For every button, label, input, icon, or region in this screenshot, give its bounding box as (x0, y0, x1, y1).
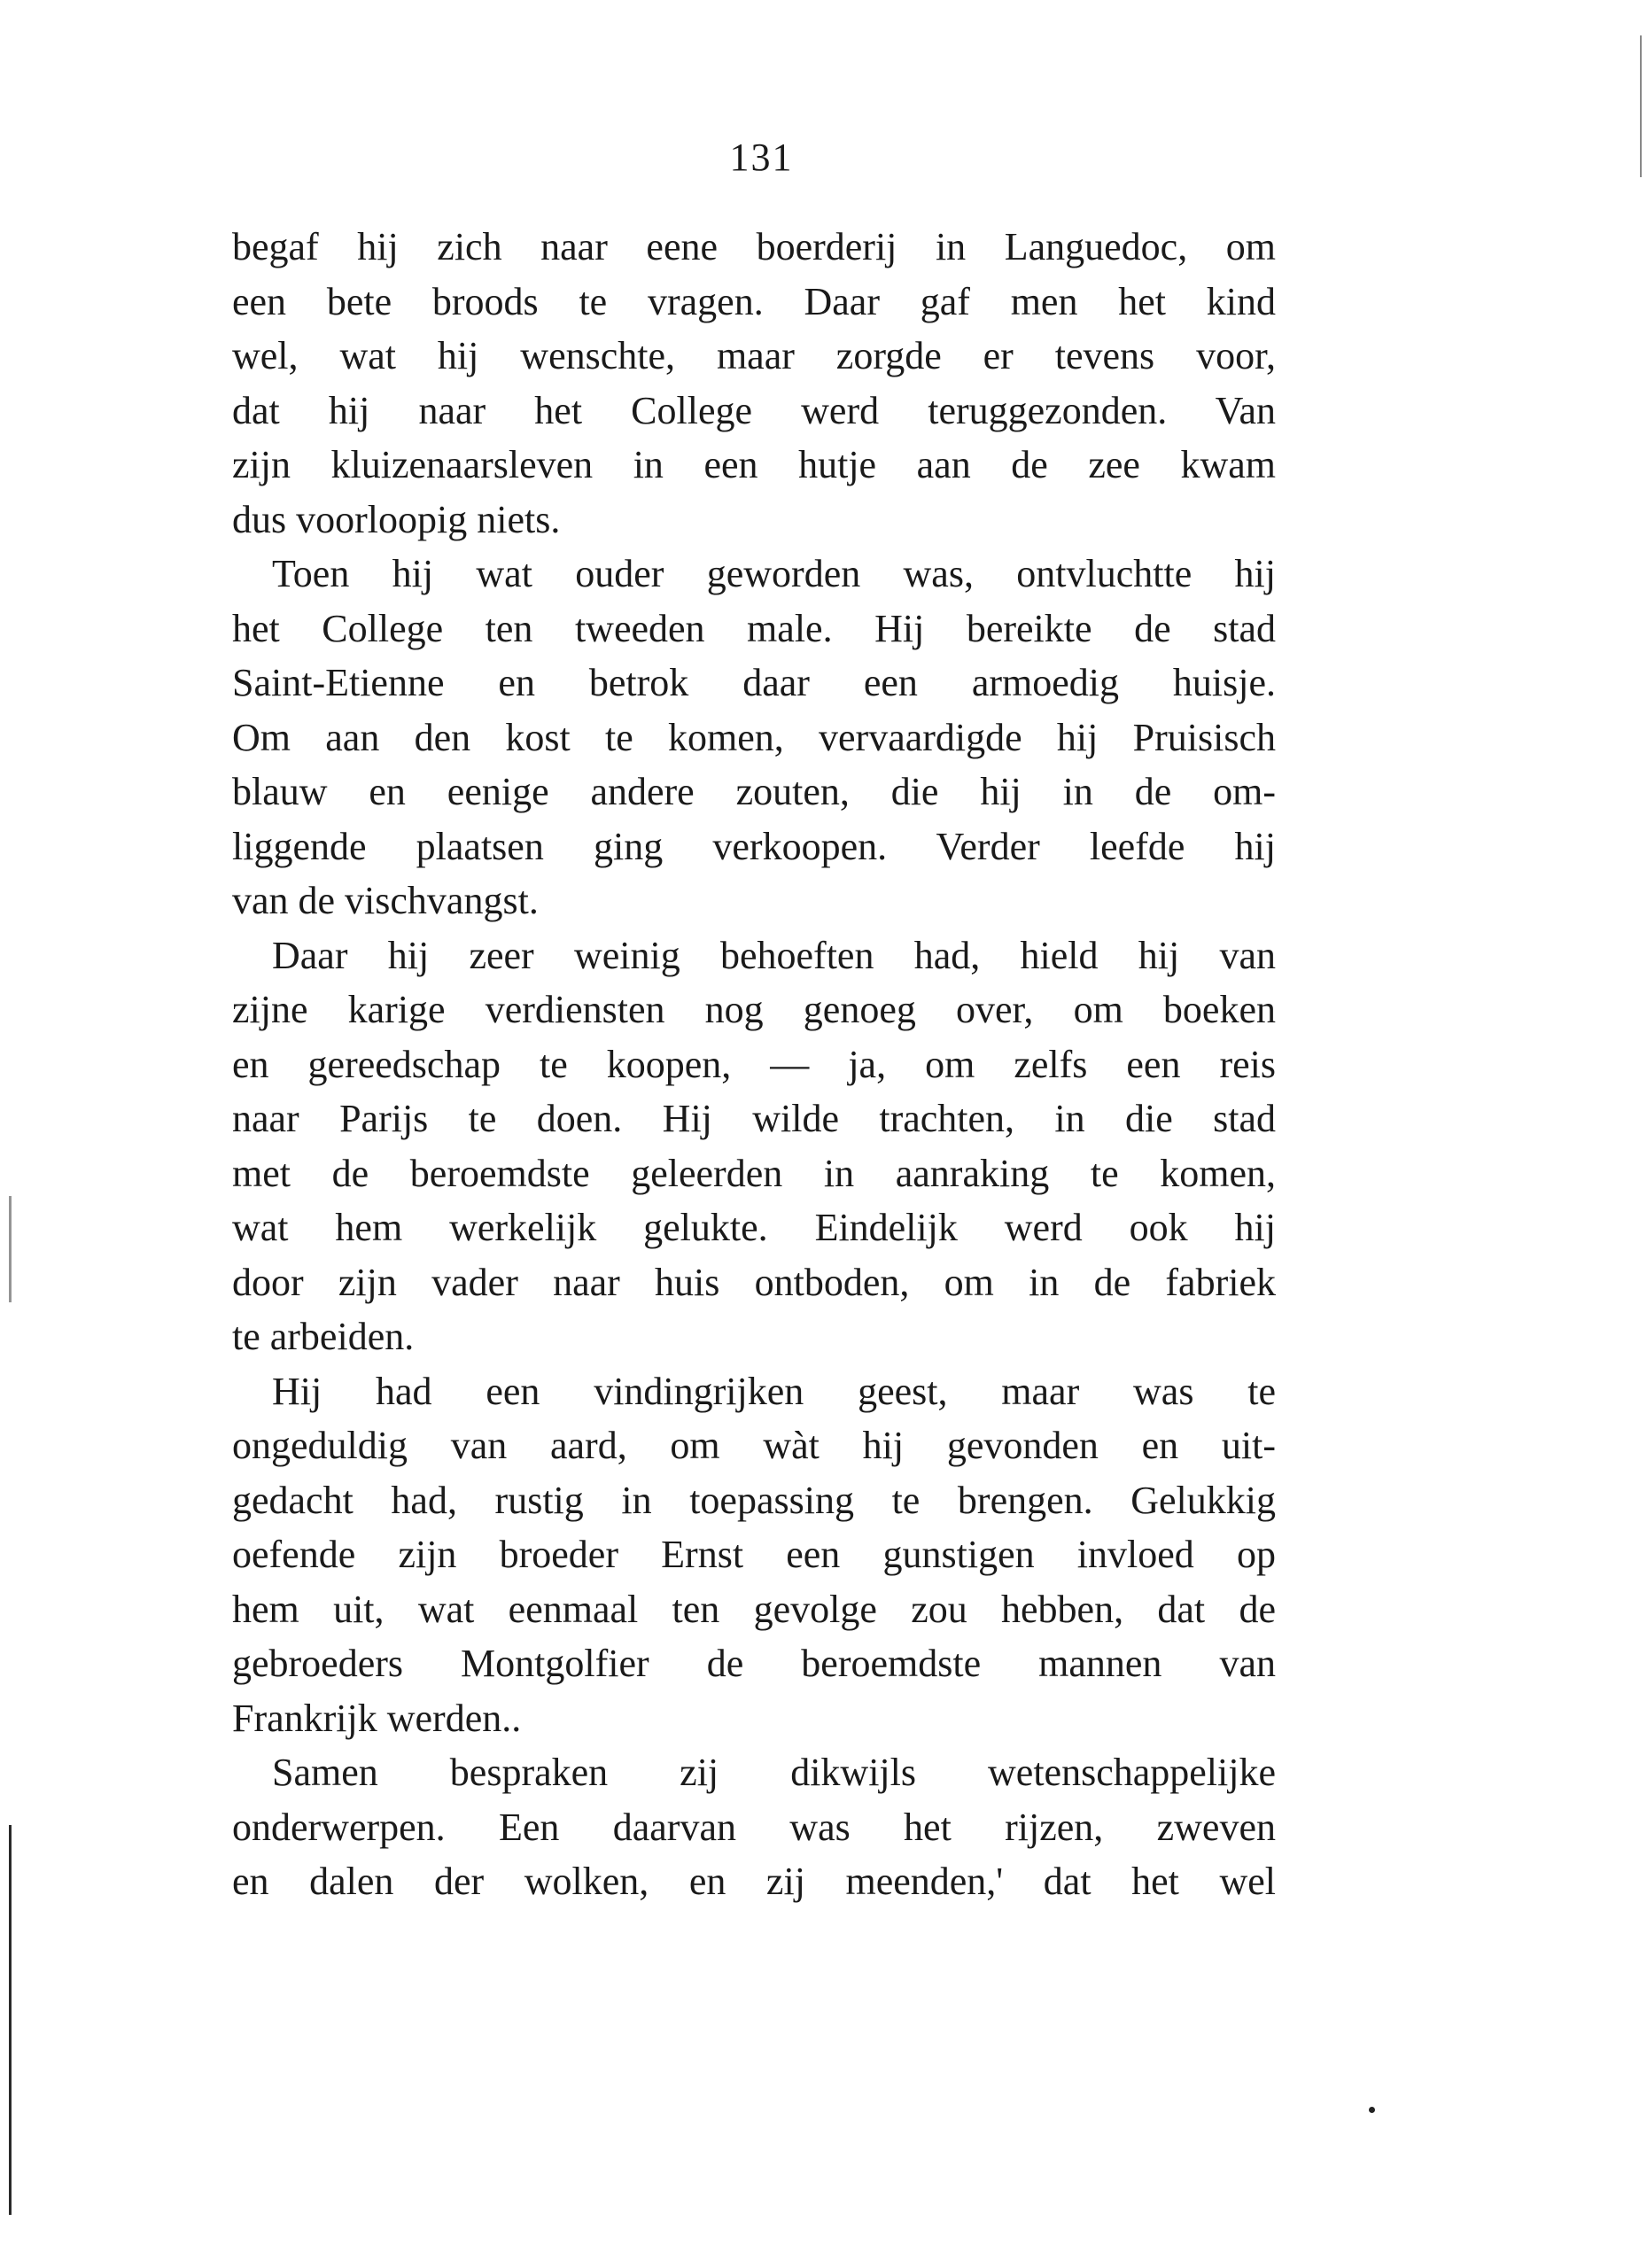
text-line: van de vischvangst. (232, 879, 539, 922)
text-line: liggende plaatsen ging verkoopen. Verder leefde hij (232, 824, 1276, 868)
body-text (232, 220, 1276, 1909)
page-number: 131 (729, 136, 794, 179)
text-line: Om aan den kost te komen, vervaardigde hij Pruisisch (232, 715, 1276, 759)
text-line: oefende zijn broeder Ernst een gunstigen invloed op (232, 1533, 1276, 1576)
text-line: Daar hij zeer weinig behoeften had, hield hij van (272, 933, 1276, 977)
text-line: een bete broods te vragen. Daar gaf men het kind (232, 279, 1276, 323)
text-line: gedacht had, rustig in toepassing te brengen. Gelukkig (232, 1478, 1276, 1522)
text-line: gebroeders Montgolfier de beroemdste mannen van (232, 1642, 1276, 1685)
scan-edge-left-lower (9, 1825, 12, 2215)
text-line: blauw en eenige andere zouten, die hij in de om- (232, 770, 1276, 813)
text-line: met de beroemdste geleerden in aanraking te komen, (232, 1151, 1276, 1195)
text-line: Toen hij wat ouder geworden was, ontvluchtte hij (272, 552, 1276, 595)
text-line: dat hij naar het College werd teruggezonden. Van (232, 388, 1276, 432)
text-line: zijn kluizenaarsleven in een hutje aan de zee kwam (232, 443, 1276, 486)
text-line: Hij had een vindingrijken geest, maar was te (272, 1369, 1276, 1413)
text-line: en dalen der wolken, en zij meenden,' dat het wel (232, 1860, 1276, 1903)
scan-speck (1369, 2107, 1375, 2113)
text-line: Saint-Etienne en betrok daar een armoedig huisje. (232, 661, 1276, 704)
text-line: onderwerpen. Een daarvan was het rijzen, zweven (232, 1805, 1276, 1849)
text-line: door zijn vader naar huis ontboden, om in de fabriek (232, 1260, 1276, 1304)
text-line: Frankrijk werden.. (232, 1696, 522, 1740)
scan-edge-right (1640, 35, 1642, 177)
text-line: en gereedschap te koopen, — ja, om zelfs een reis (232, 1042, 1276, 1086)
text-line: naar Parijs te doen. Hij wilde trachten, in die stad (232, 1097, 1276, 1140)
text-line: het College ten tweeden male. Hij bereikte de stad (232, 606, 1276, 650)
text-line: hem uit, wat eenmaal ten gevolge zou hebben, dat de (232, 1587, 1276, 1631)
text-line: begaf hij zich naar eene boerderij in Languedoc, om (232, 225, 1276, 268)
text-line: wat hem werkelijk gelukte. Eindelijk werd ook hij (232, 1206, 1276, 1249)
text-line: zijne karige verdiensten nog genoeg over, om boeken (232, 988, 1276, 1031)
text-line: te arbeiden. (232, 1315, 415, 1358)
text-line: Samen bespraken zij dikwijls wetenschappelijke (272, 1751, 1276, 1794)
text-line: dus voorloopig niets. (232, 497, 561, 541)
text-line: ongeduldig van aard, om wàt hij gevonden en uit- (232, 1424, 1276, 1467)
scan-edge-left (9, 1196, 12, 1302)
text-line: wel, wat hij wenschte, maar zorgde er tevens voor, (232, 334, 1276, 377)
